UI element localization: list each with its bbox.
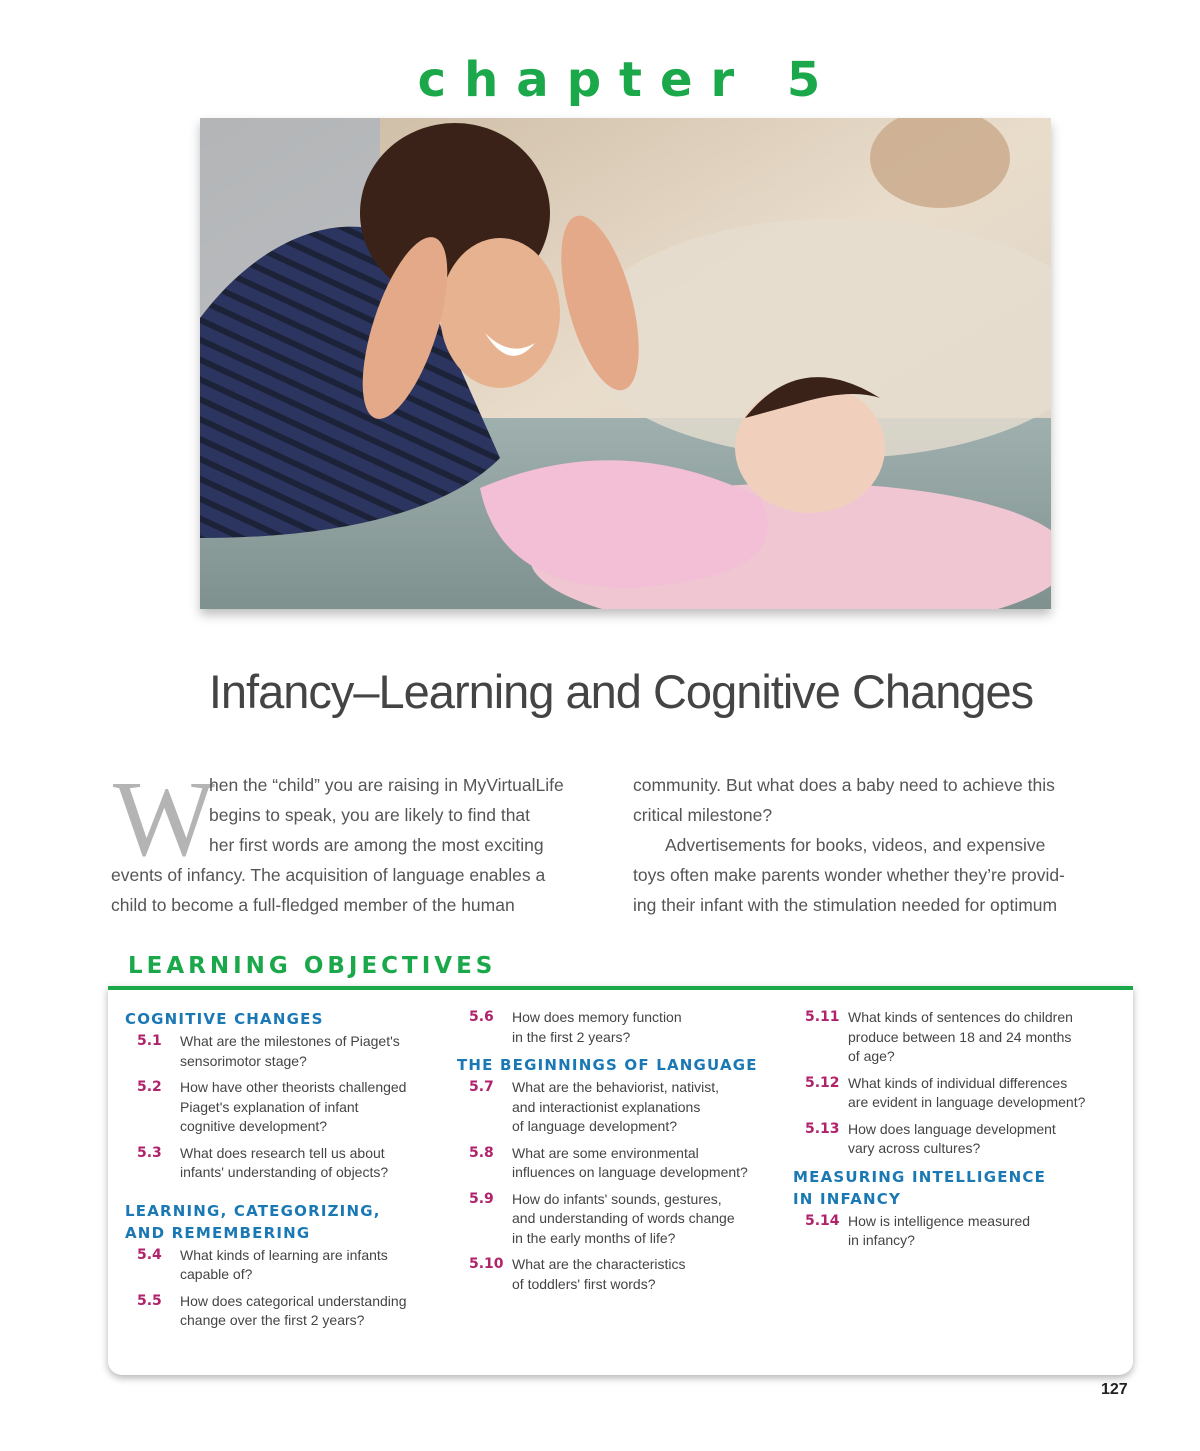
objective-text: produce between 18 and 24 months bbox=[848, 1028, 1072, 1045]
objective-text: capable of? bbox=[180, 1266, 253, 1282]
section-heading-line: IN INFANCY bbox=[793, 1189, 902, 1208]
objective-text: What kinds of individual differences bbox=[848, 1074, 1068, 1091]
objective-text: How do infants' sounds, gestures, bbox=[512, 1190, 722, 1207]
objective-text: and interactionist explanations bbox=[512, 1098, 701, 1115]
objective-text: infants' understanding of objects? bbox=[180, 1164, 389, 1180]
objective-item bbox=[457, 1008, 787, 1047]
objective-text: of age? bbox=[848, 1048, 895, 1064]
objectives-column bbox=[793, 1008, 1123, 1258]
chapter-heading: chapter 5 bbox=[417, 52, 839, 108]
objective-text: How have other theorists challenged bbox=[180, 1079, 407, 1095]
objective-text: How does language development bbox=[848, 1120, 1056, 1137]
objective-number: 5.4 bbox=[137, 1246, 162, 1263]
intro-line: toys often make parents wonder whether they’re provid- bbox=[633, 865, 1065, 885]
objective-text: How does categorical understanding bbox=[180, 1292, 407, 1309]
section-heading bbox=[457, 1054, 787, 1076]
objective-number: 5.12 bbox=[805, 1074, 840, 1091]
intro-column-right bbox=[633, 770, 1123, 920]
objective-text: What kinds of learning are infants bbox=[180, 1246, 388, 1263]
intro-line: events of infancy. The acquisition of language enables a bbox=[111, 865, 546, 885]
section-heading bbox=[793, 1166, 1123, 1210]
objective-text: change over the first 2 years? bbox=[180, 1312, 365, 1328]
objective-text: cognitive development? bbox=[180, 1118, 328, 1134]
intro-line: ing their infant with the stimulation needed for optimum bbox=[633, 895, 1058, 915]
section-heading-line: THE BEGINNINGS OF LANGUAGE bbox=[457, 1056, 758, 1074]
objective-number: 5.1 bbox=[137, 1033, 162, 1049]
photo-illustration bbox=[200, 118, 1051, 609]
intro-line: Advertisements for books, videos, and expensive bbox=[665, 835, 1046, 855]
objective-number: 5.2 bbox=[137, 1079, 162, 1095]
objective-text: in the early months of life? bbox=[512, 1229, 676, 1246]
section-heading-line: COGNITIVE CHANGES bbox=[125, 1010, 324, 1028]
intro-line: community. But what does a baby need to achieve this bbox=[633, 775, 1055, 795]
drop-cap: W bbox=[113, 760, 215, 879]
intro-line: hen the “child” you are raising in MyVirtualLife bbox=[209, 775, 564, 795]
objective-text: of toddlers' first words? bbox=[512, 1275, 656, 1292]
section-heading bbox=[125, 1008, 445, 1030]
objective-number: 5.8 bbox=[469, 1144, 494, 1161]
objective-number: 5.9 bbox=[469, 1190, 494, 1207]
section-heading-line: LEARNING, CATEGORIZING, bbox=[125, 1201, 381, 1220]
objective-number: 5.5 bbox=[137, 1292, 162, 1309]
objective-text: What are the characteristics bbox=[512, 1256, 686, 1272]
section-heading-line: AND REMEMBERING bbox=[125, 1223, 311, 1242]
objective-item bbox=[457, 1255, 787, 1294]
intro-line: critical milestone? bbox=[633, 805, 773, 825]
page-number: 127 bbox=[1101, 1381, 1128, 1398]
objective-item bbox=[793, 1074, 1123, 1113]
objective-text: How does memory function bbox=[512, 1009, 682, 1025]
objective-text: What are the behaviorist, nativist, bbox=[512, 1079, 719, 1095]
objective-text: and understanding of words change bbox=[512, 1210, 735, 1226]
objective-item bbox=[125, 1078, 445, 1137]
section-heading bbox=[125, 1200, 445, 1244]
objective-number: 5.13 bbox=[805, 1120, 840, 1137]
objective-item bbox=[125, 1246, 445, 1285]
objective-text: are evident in language development? bbox=[848, 1094, 1086, 1110]
objective-item bbox=[457, 1078, 787, 1137]
objective-item bbox=[125, 1292, 445, 1331]
objective-item bbox=[125, 1032, 445, 1071]
intro-line: child to become a full-fledged member of the human bbox=[111, 895, 515, 915]
objective-number: 5.11 bbox=[805, 1009, 840, 1025]
objective-text: What are some environmental bbox=[512, 1144, 699, 1161]
objectives-column bbox=[125, 1008, 445, 1338]
learning-objectives-box bbox=[108, 986, 1133, 1375]
objective-text: in infancy? bbox=[848, 1232, 915, 1248]
objective-number: 5.3 bbox=[137, 1144, 162, 1161]
objective-number: 5.10 bbox=[469, 1256, 504, 1272]
chapter-photo bbox=[200, 118, 1051, 609]
objective-text: How is intelligence measured bbox=[848, 1212, 1031, 1229]
objective-text: of language development? bbox=[512, 1118, 678, 1134]
objective-text: What does research tell us about bbox=[180, 1144, 385, 1161]
intro-line: begins to speak, you are likely to find that bbox=[209, 805, 531, 825]
objective-number: 5.7 bbox=[469, 1079, 494, 1095]
objective-text: Piaget's explanation of infant bbox=[180, 1098, 359, 1115]
objective-item bbox=[457, 1190, 787, 1249]
learning-objectives-heading: LEARNING OBJECTIVES bbox=[128, 953, 497, 979]
objective-item bbox=[125, 1144, 445, 1183]
objective-item bbox=[457, 1144, 787, 1183]
intro-line: her first words are among the most exciting bbox=[209, 835, 544, 855]
objective-text: What kinds of sentences do children bbox=[848, 1009, 1073, 1025]
objective-number: 5.14 bbox=[805, 1212, 840, 1229]
objective-text: vary across cultures? bbox=[848, 1140, 981, 1156]
objective-text: What are the milestones of Piaget's bbox=[180, 1033, 400, 1049]
chapter-title: Infancy–Learning and Cognitive Changes bbox=[208, 665, 1034, 718]
objectives-column bbox=[457, 1008, 787, 1301]
objective-item bbox=[793, 1120, 1123, 1159]
intro-column-left bbox=[111, 770, 611, 920]
objective-text: influences on language development? bbox=[512, 1164, 748, 1180]
objective-text: sensorimotor stage? bbox=[180, 1052, 307, 1069]
objective-text: in the first 2 years? bbox=[512, 1028, 631, 1045]
section-heading-line: MEASURING INTELLIGENCE bbox=[793, 1167, 1047, 1186]
objective-item bbox=[793, 1212, 1123, 1251]
objective-number: 5.6 bbox=[469, 1009, 494, 1025]
objective-item bbox=[793, 1008, 1123, 1067]
